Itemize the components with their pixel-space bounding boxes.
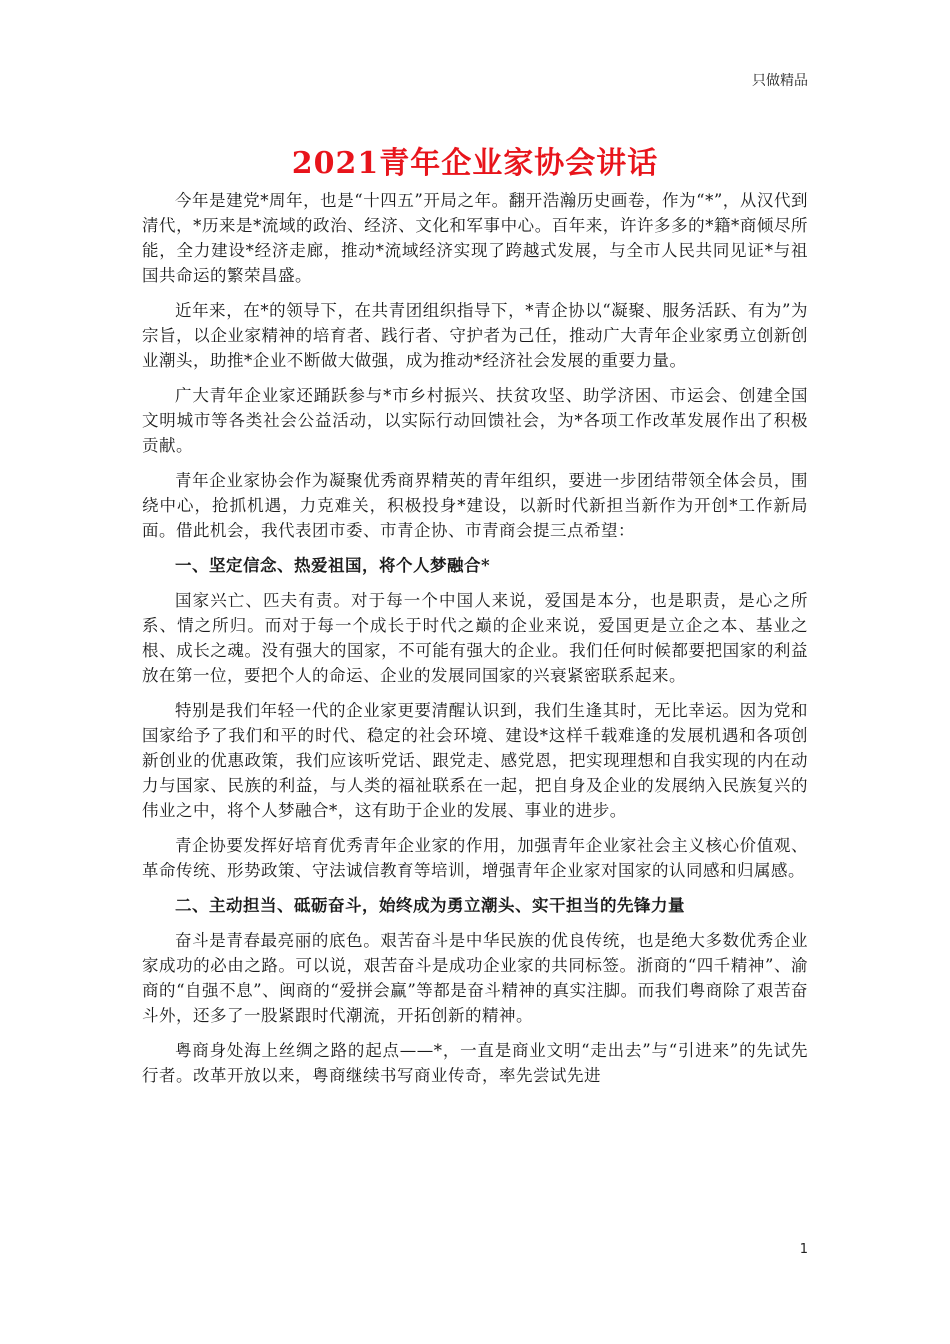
document-title: 2021青年企业家协会讲话 [291,146,659,181]
paragraph: 国家兴亡、匹夫有责。对于每一个中国人来说，爱国是本分，也是职责，是心之所系、情之所归。而对于每一个成长于时代之巅的企业来说，爱国更是立企之本、基业之根、成长之魂。没有强大的国家，不可能有强大的企业。我们任何时候都要把国家的利益放在第一位，要把个人的命运、企业的发展同国家的兴衰紧密联系起来。 [142,591,808,685]
paragraph: 青年企业家协会作为凝聚优秀商界精英的青年组织，要进一步团结带领全体会员，围绕中心，抢抓机遇，力克难关，积极投身*建设，以新时代新担当新作为开创*工作新局面。借此机会，我代表团市委、市青企协、市青商会提三点希望： [142,471,808,540]
paragraph: 近年来，在*的领导下，在共青团组织指导下，*青企协以“凝聚、服务活跃、有为”为宗旨，以企业家精神的培育者、践行者、守护者为己任，推动广大青年企业家勇立创新创业潮头，助推*企业不断做大做强，成为推动*经济社会发展的重要力量。 [142,301,808,370]
paragraph: 青企协要发挥好培育优秀青年企业家的作用，加强青年企业家社会主义核心价值观、革命传统、形势政策、守法诚信教育等培训，增强青年企业家对国家的认同感和归属感。 [142,836,808,880]
paragraph: 广大青年企业家还踊跃参与*市乡村振兴、扶贫攻坚、助学济困、市运会、创建全国文明城市等各类社会公益活动，以实际行动回馈社会，为*各项工作改革发展作出了积极贡献。 [142,386,808,455]
paragraph: 特别是我们年轻一代的企业家更要清醒认识到，我们生逢其时，无比幸运。因为党和国家给予了我们和平的时代、稳定的社会环境、建设*这样千载难逢的发展机遇和各项创新创业的优惠政策，我们应该听党话、跟党走、感党恩，把实现理想和自我实现的内在动力与国家、民族的利益，与人类的福祉联系在一起，把自身及企业的发展纳入民族复兴的伟业之中，将个人梦融合*，这有助于企业的发展、事业的进步。 [142,701,808,820]
page-number: 1 [799,1242,808,1257]
paragraph: 粤商身处海上丝绸之路的起点——*，一直是商业文明“走出去”与“引进来”的先试先行者。改革开放以来，粤商继续书写商业传奇，率先尝试先进 [142,1041,808,1085]
paragraph: 奋斗是青春最亮丽的底色。艰苦奋斗是中华民族的优良传统，也是绝大多数优秀企业家成功的必由之路。可以说，艰苦奋斗是成功企业家的共同标签。浙商的“四千精神”、渝商的“自强不息”、闽商的“爱拼会赢”等都是奋斗精神的真实注脚。而我们粤商除了艰苦奋斗外，还多了一股紧跟时代潮流，开拓创新的精神。 [142,931,808,1025]
paragraph: 今年是建党*周年，也是“十四五”开局之年。翻开浩瀚历史画卷，作为“*”，从汉代到清代，*历来是*流域的政治、经济、文化和军事中心。百年来，许许多多的*籍*商倾尽所能，全力建设*经济走廊，推动*流域经济实现了跨越式发展，与全市人民共同见证*与祖国共命运的繁荣昌盛。 [142,191,808,285]
section-heading: 二、主动担当、砥砺奋斗，始终成为勇立潮头、实干担当的先锋力量 [175,896,685,915]
document-body [142,188,808,1098]
header-mark: 只做精品 [752,73,808,89]
section-heading: 一、坚定信念、热爱祖国，将个人梦融合* [175,556,491,575]
